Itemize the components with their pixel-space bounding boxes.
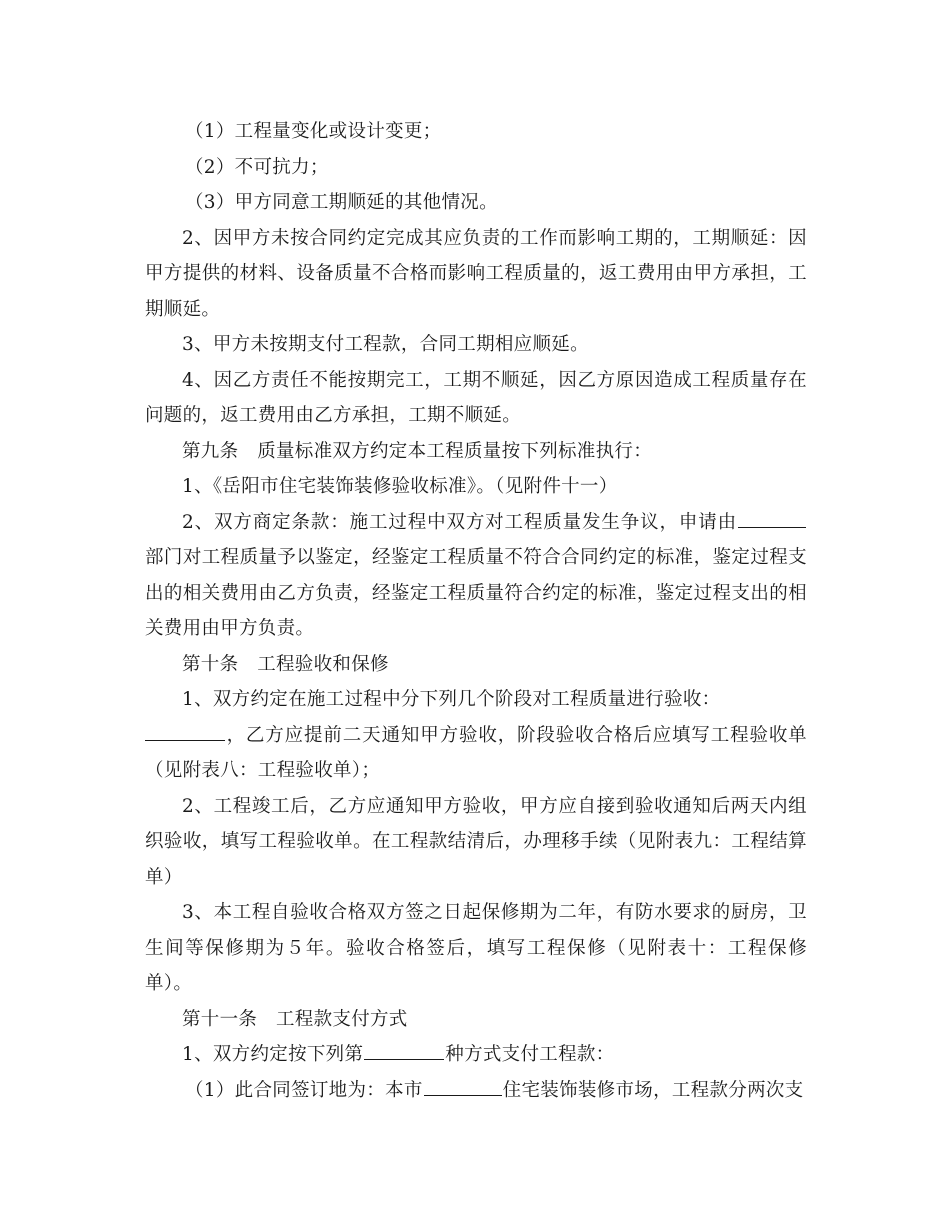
paragraph-1: （1）工程量变化或设计变更； — [185, 121, 442, 142]
document-body — [145, 114, 807, 1108]
article-10-heading: 第十条 工程验收和保修 — [182, 653, 389, 675]
paragraph-16-text-before: 1、双方约定按下列第 — [182, 1044, 364, 1065]
paragraph-2: （2）不可抗力； — [185, 156, 329, 178]
fill-in-blank[interactable] — [424, 1077, 502, 1096]
paragraph-12 — [145, 718, 807, 789]
fill-in-blank[interactable] — [145, 722, 225, 741]
paragraph-17-text-after: 住宅装饰装修市场，工程款分两次支 — [502, 1079, 804, 1101]
paragraph-16 — [145, 1037, 807, 1073]
article-11-heading: 第十一条 工程款支付方式 — [182, 1008, 408, 1030]
paragraph-11: 1、双方约定在施工过程中分下列几个阶段对工程质量进行验收： — [182, 689, 721, 710]
paragraph-4: 2、因甲方未按合同约定完成其应负责的工作而影响工期的，工期顺延：因甲方提供的材料、设备质量不合格而影响工程质量的，返工费用由甲方承担，工期顺延。 — [145, 227, 807, 320]
paragraph-9-text-before: 2、双方商定条款：施工过程中双方对工程质量发生争议，申请由 — [182, 511, 737, 533]
paragraph-17 — [145, 1073, 807, 1109]
paragraph-8: 1、《岳阳市住宅装饰装修验收标准》。（见附件十一） — [182, 476, 618, 497]
paragraph-3: （3）甲方同意工期顺延的其他情况。 — [185, 192, 498, 213]
paragraph-17-text-before: （1）此合同签订地为：本市 — [185, 1079, 423, 1101]
paragraph-9-text-after: 部门对工程质量予以鉴定，经鉴定工程质量不符合合同约定的标准，鉴定过程支出的相关费用由乙方负责，经鉴定工程质量符合约定的标准，鉴定过程支出的相关费用由甲方负责。 — [145, 547, 807, 639]
paragraph-14: 3、本工程自验收合格双方签之日起保修期为二年，有防水要求的厨房，卫生间等保修期为５年。验收合格签后，填写工程保修（见附表十：工程保修单）。 — [145, 902, 807, 994]
fill-in-blank[interactable] — [738, 509, 806, 528]
paragraph-6: 4、因乙方责任不能按期完工，工期不顺延，因乙方原因造成工程质量存在问题的，返工费用由乙方承担，工期不顺延。 — [145, 369, 807, 426]
paragraph-5: 3、甲方未按期支付工程款，合同工期相应顺延。 — [182, 334, 589, 355]
paragraph-16-text-after: 种方式支付工程款： — [445, 1044, 615, 1065]
article-9-heading: 第九条 质量标准双方约定本工程质量按下列标准执行： — [182, 440, 653, 462]
paragraph-13: 2、工程竣工后，乙方应通知甲方验收，甲方应自接到验收通知后两天内组织验收，填写工程验收单。在工程款结清后，办理移手续（见附表九：工程结算单） — [145, 795, 807, 888]
paragraph-12-text-after: ，乙方应提前二天通知甲方验收，阶段验收合格后应填写工程验收单（见附表八：工程验收单）； — [145, 724, 807, 781]
fill-in-blank[interactable] — [364, 1041, 444, 1060]
paragraph-9 — [145, 505, 807, 647]
